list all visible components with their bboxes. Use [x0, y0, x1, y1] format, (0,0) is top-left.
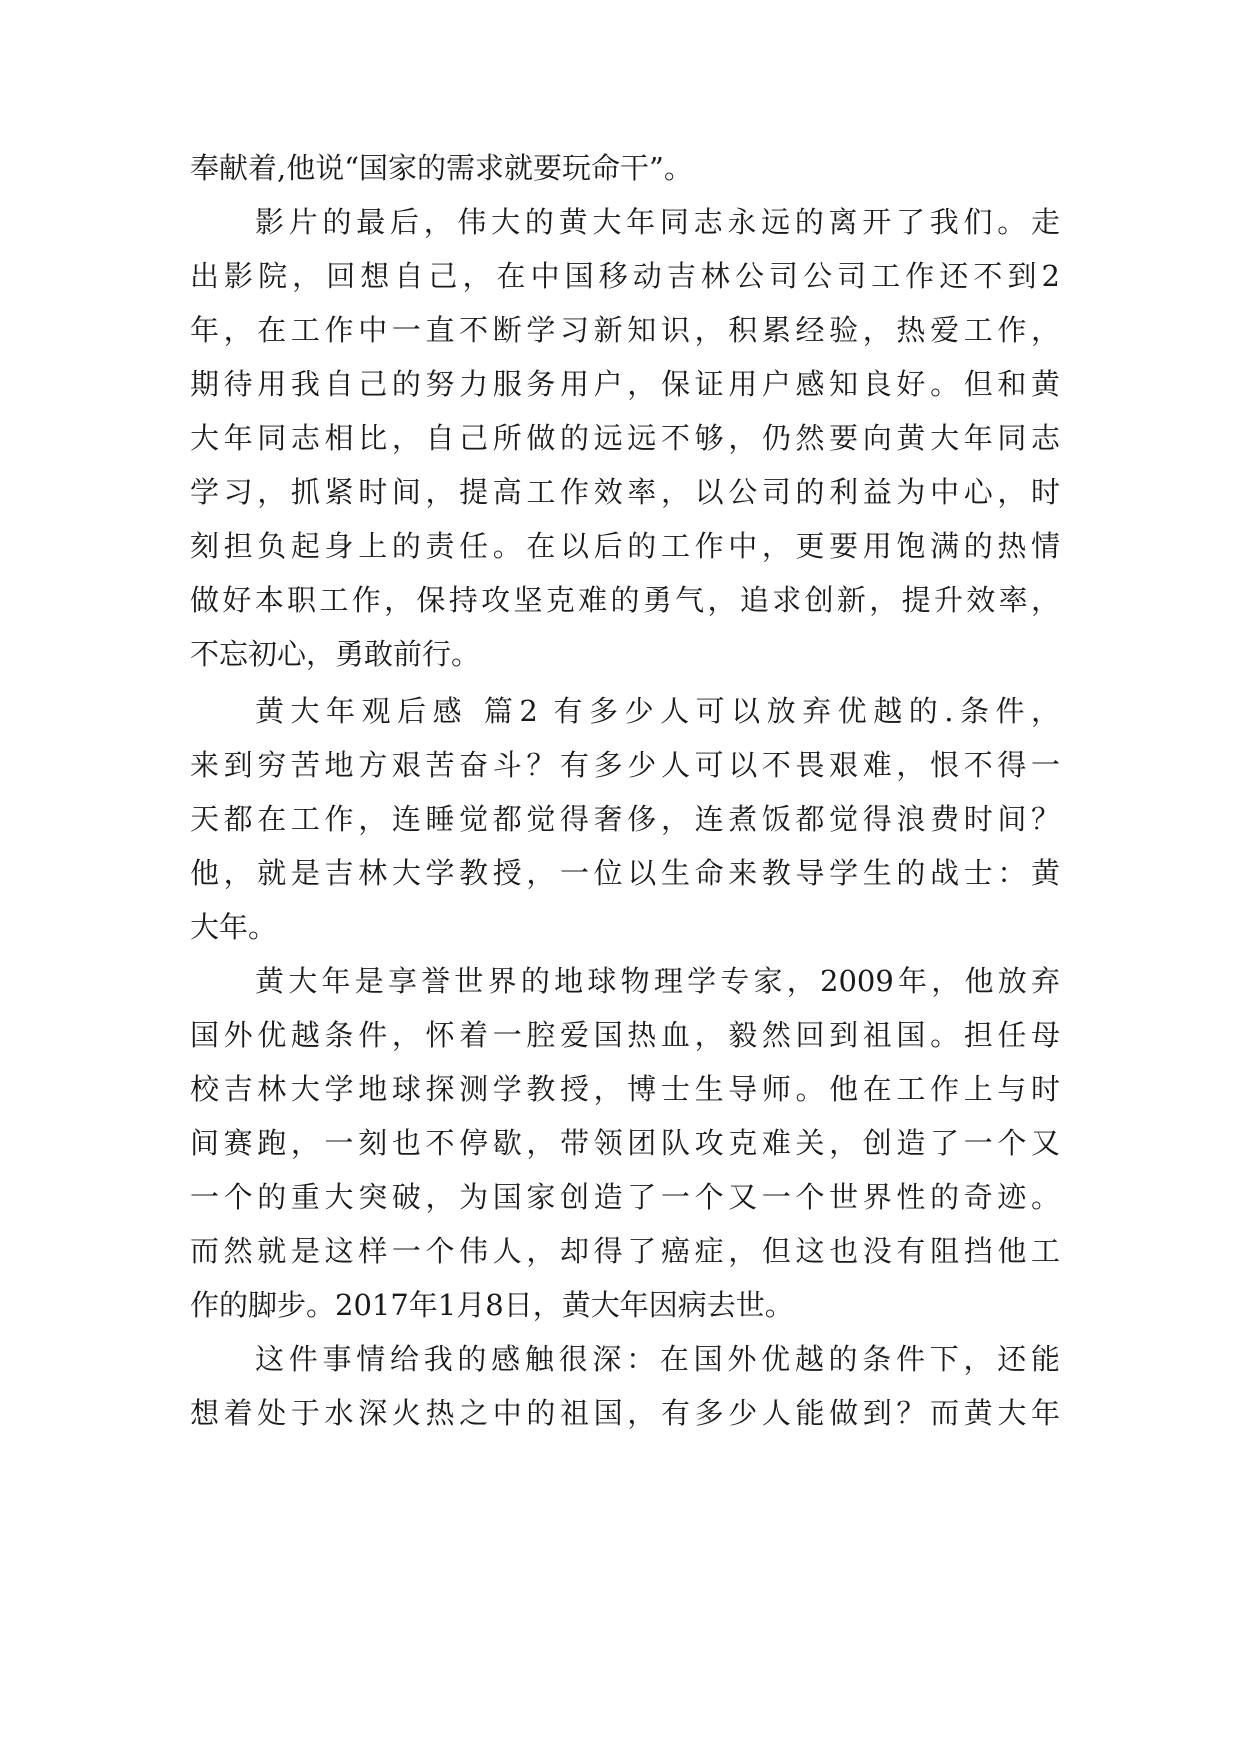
text-line: 而然就是这样一个伟人，却得了癌症，但这也没有阻挡他工	[190, 1234, 1060, 1268]
text-line: 年，在工作中一直不断学习新知识，积累经验，热爱工作，	[190, 313, 1060, 347]
text-line: 校吉林大学地球探测学教授，博士生导师。他在工作上与时	[190, 1072, 1060, 1106]
text-line: 天都在工作，连睡觉都觉得奢侈，连煮饭都觉得浪费时间？	[190, 802, 1060, 836]
text-line: 他，就是吉林大学教授，一位以生命来教导学生的战士：黄	[190, 856, 1060, 890]
text-line: 大年同志相比，自己所做的远远不够，仍然要向黄大年同志	[190, 421, 1060, 455]
text-line: 一个的重大突破，为国家创造了一个又一个世界性的奇迹。	[190, 1180, 1060, 1214]
text-line: 黄大年观后感 篇2 有多少人可以放弃优越的.条件，	[255, 694, 1060, 728]
text-line: 这件事情给我的感触很深：在国外优越的条件下，还能	[255, 1342, 1060, 1376]
text-line: 影片的最后，伟大的黄大年同志永远的离开了我们。走	[255, 205, 1060, 239]
text-line: 黄大年是享誉世界的地球物理学专家，2009年，他放弃	[255, 964, 1060, 998]
text-line: 做好本职工作，保持攻坚克难的勇气，追求创新，提升效率，	[190, 583, 1060, 617]
text-line: 大年。	[190, 910, 278, 944]
text-line: 想着处于水深火热之中的祖国，有多少人能做到？而黄大年	[190, 1396, 1060, 1430]
text-line: 间赛跑，一刻也不停歇，带领团队攻克难关，创造了一个又	[190, 1126, 1060, 1160]
text-line: 作的脚步。2017年1月8日，黄大年因病去世。	[190, 1288, 794, 1322]
text-line: 奉献着,他说“国家的需求就要玩命干”。	[190, 151, 693, 185]
text-line: 学习，抓紧时间，提高工作效率，以公司的利益为中心，时	[190, 475, 1060, 509]
text-line: 不忘初心，勇敢前行。	[190, 637, 481, 671]
text-line: 出影院，回想自己，在中国移动吉林公司公司工作还不到2	[190, 259, 1060, 293]
text-line: 期待用我自己的努力服务用户，保证用户感知良好。但和黄	[190, 367, 1060, 401]
text-line: 刻担负起身上的责任。在以后的工作中，更要用饱满的热情	[190, 529, 1060, 563]
text-line: 国外优越条件，怀着一腔爱国热血，毅然回到祖国。担任母	[190, 1018, 1060, 1052]
text-line: 来到穷苦地方艰苦奋斗？有多少人可以不畏艰难，恨不得一	[190, 748, 1060, 782]
